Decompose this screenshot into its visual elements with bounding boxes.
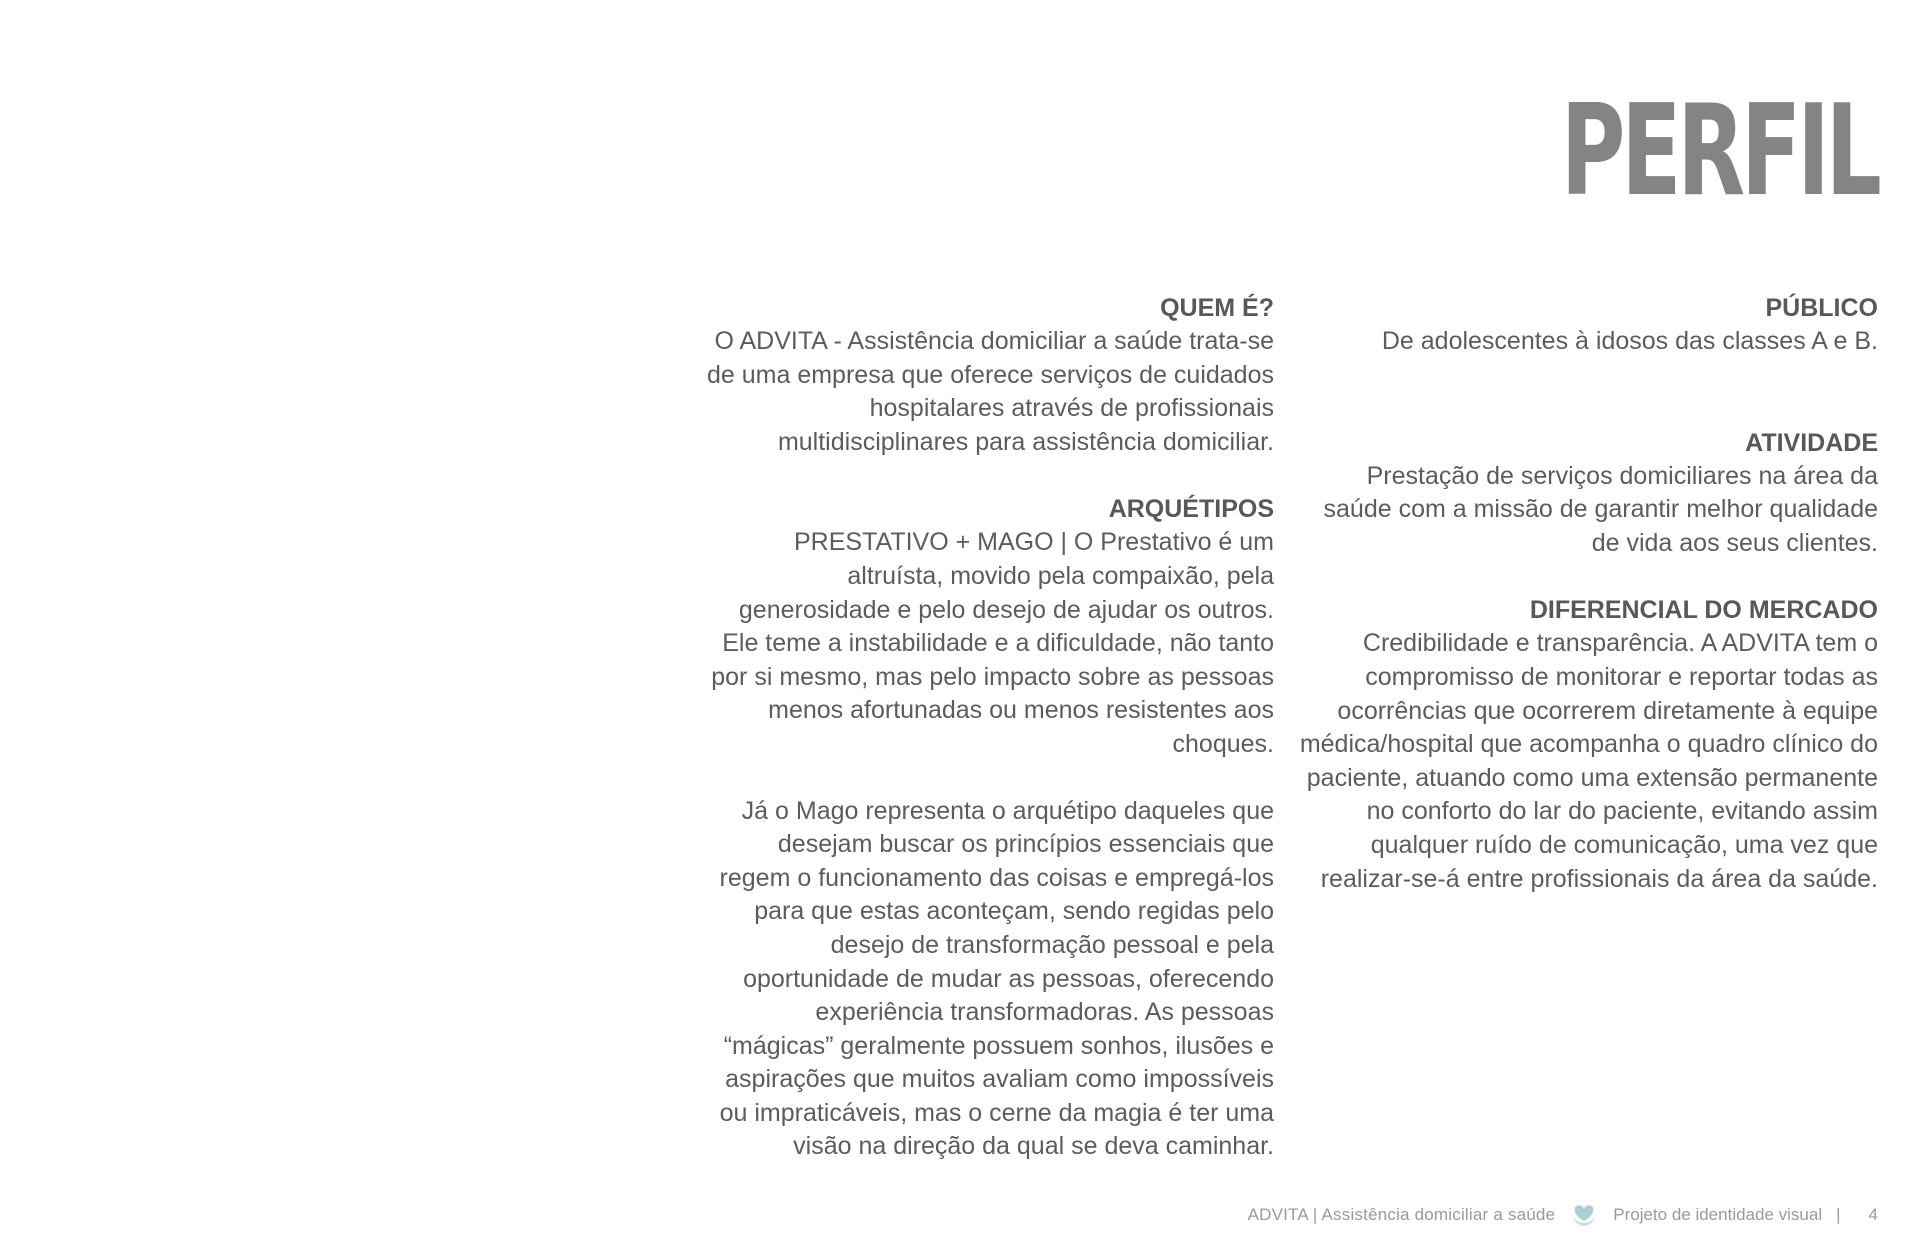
text-quem-e: O ADVITA - Assistência domiciliar a saúde trata-se de uma empresa que oferece serviços de cuidados hospitalares através de profissionais multidisciplinares para assistência domiciliar. [707, 327, 1274, 456]
footer-project: Projeto de identidade visual [1613, 1205, 1823, 1224]
heading-publico: PÚBLICO [1765, 294, 1878, 322]
heading-arquetipos: ARQUÉTIPOS [1108, 495, 1274, 524]
section-atividade [1298, 427, 1878, 561]
page-title: PERFIL [1561, 77, 1878, 224]
heading-diferencial: DIFERENCIAL DO MERCADO [1529, 596, 1878, 625]
right-column [1298, 292, 1878, 930]
heading-quem-e: QUEM É? [1160, 294, 1274, 322]
section-arquetipos [704, 493, 1274, 1164]
left-column [704, 292, 1274, 1198]
section-quem-e [704, 292, 1274, 459]
page-number: 4 [1868, 1205, 1878, 1224]
text-arquetipos-prestativo: PRESTATIVO + MAGO | O Prestativo é um altruísta, movido pela compaixão, pela generosidade e pelo desejo de ajudar os outros. Ele teme a instabilidade e a dificuldade, não tanto por si mesmo, mas pelo impacto sobre as pessoas menos afortunadas ou menos resistentes aos choques. [711, 528, 1274, 758]
footer-separator: | [1836, 1205, 1841, 1224]
section-publico [1298, 292, 1878, 359]
heading-atividade: ATIVIDADE [1745, 428, 1878, 457]
text-diferencial: Credibilidade e transparência. A ADVITA tem o compromisso de monitorar e reportar todas as ocorrências que ocorrerem diretamente à equipe médica/hospital que acompanha o quadro clínico do paciente, atuando como uma extensão permanente no conforto do lar do paciente, evitando assim qualquer ruído de comunicação, uma vez que realizar-se-á entre profissionais da área da saúde. [1299, 629, 1878, 893]
text-arquetipos-mago: Já o Mago representa o arquétipo daqueles que desejam buscar os princípios essenciais que regem o funcionamento das coisas e empregá-los para que estas aconteçam, sendo regidas pelo desejo de transformação pessoal e pela oportunidade de mudar as pessoas, oferecendo experiência transformadoras. As pessoas “mágicas” geralmente possuem sonhos, ilusões e aspirações que muitos avaliam como impossíveis ou impraticáveis, mas o cerne da magia é ter uma visão na direção da qual se deva caminhar. [719, 796, 1274, 1161]
text-atividade: Prestação de serviços domiciliares na área da saúde com a missão de garantir melhor qualidade de vida aos seus clientes. [1323, 461, 1878, 557]
footer-brand: ADVITA | Assistência domiciliar a saúde [1247, 1205, 1556, 1224]
text-publico: De adolescentes à idosos das classes A e B. [1381, 327, 1878, 355]
section-diferencial [1298, 594, 1878, 896]
advita-logo-icon [1569, 1202, 1599, 1228]
page-footer [1248, 1202, 1878, 1228]
